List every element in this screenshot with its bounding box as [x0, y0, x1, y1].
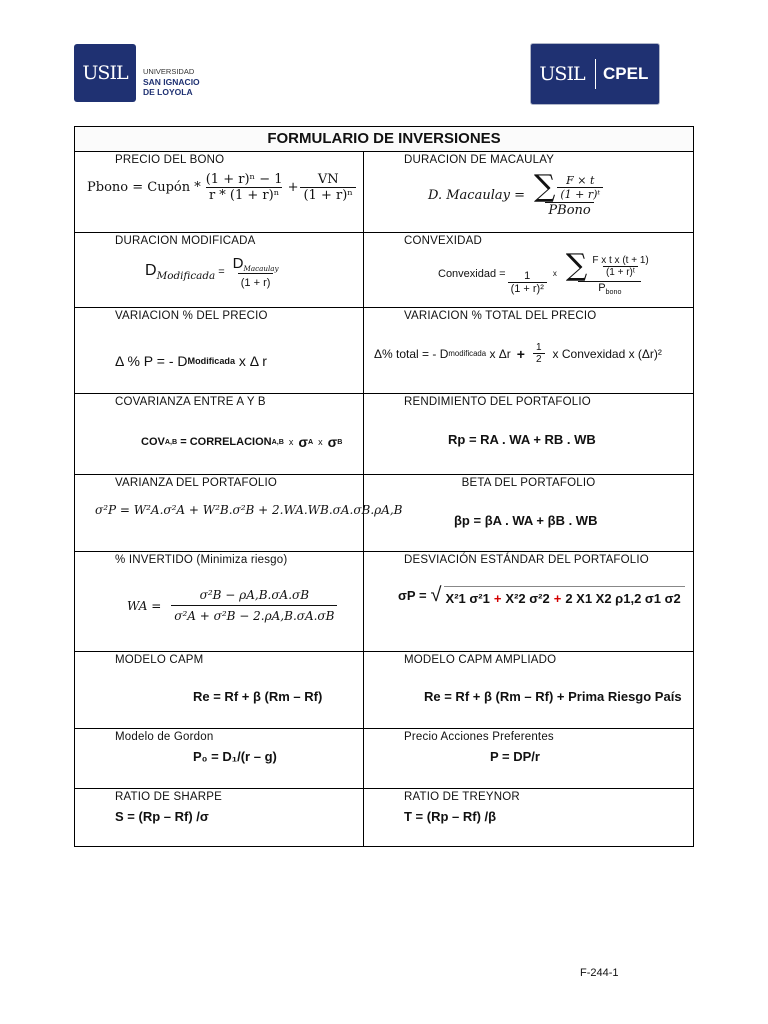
- usil-logo-text: [143, 67, 200, 97]
- convexidad-inner-den: (1 + r)ᵗ: [603, 266, 638, 278]
- cell-var-total: [364, 308, 694, 394]
- cell-var-precio: [75, 308, 364, 394]
- cell-treynor: [364, 789, 694, 847]
- desviacion-root: √: [430, 584, 442, 606]
- cpel-logo-mark: USIL: [539, 63, 585, 85]
- formula-var-precio: [115, 353, 267, 369]
- label-treynor: RATIO DE TREYNOR: [404, 791, 520, 803]
- modificada-lhs-sub: Modificada: [156, 270, 216, 283]
- cell-precio-bono: [75, 152, 364, 233]
- var-precio-sub: Modificada: [187, 356, 236, 366]
- usil-line-3: DE LOYOLA: [143, 87, 193, 97]
- covarianza-s1: σ: [298, 434, 308, 450]
- convexidad-den1: (1 + r)²: [508, 282, 547, 295]
- label-var-precio: VARIACION % DEL PRECIO: [115, 310, 268, 322]
- label-macaulay: DURACION DE MACAULAY: [404, 154, 555, 166]
- macaulay-sigma: ∑: [533, 169, 556, 204]
- label-covarianza: COVARIANZA ENTRE A Y B: [115, 396, 266, 408]
- convexidad-lhs: Convexidad =: [438, 267, 506, 280]
- covarianza-x2: x: [318, 437, 323, 447]
- label-capm-ampliado: MODELO CAPM AMPLIADO: [404, 654, 557, 666]
- formula-desviacion: [398, 584, 685, 607]
- formula-table: [74, 126, 694, 847]
- precio-bono-lhs: Pbono = Cupón *: [87, 180, 201, 195]
- var-precio-a: Δ % P = - D: [115, 353, 188, 369]
- cell-convexidad: [364, 233, 694, 308]
- formula-modificada: [145, 255, 284, 289]
- precio-bono-den2: (1 + r)ⁿ: [300, 187, 355, 203]
- formula-preferentes: P = DP/r: [490, 749, 540, 764]
- covarianza-sub-ab: A,B: [164, 438, 178, 446]
- label-convexidad: CONVEXIDAD: [404, 235, 483, 247]
- var-total-plus: +: [516, 345, 525, 362]
- var-total-a: Δ% total = - D: [374, 346, 449, 361]
- usil-logo-mark: USIL: [74, 44, 136, 102]
- modificada-eq: =: [218, 266, 225, 279]
- cpel-logo: [530, 43, 660, 105]
- modificada-lhs: D: [145, 262, 157, 279]
- form-code: F-244-1: [580, 967, 619, 979]
- macaulay-den: PBono: [545, 202, 593, 218]
- modificada-num: D: [232, 255, 244, 272]
- cell-capm-ampliado: [364, 652, 694, 729]
- cell-desviacion: [364, 552, 694, 652]
- macaulay-inner-den: (1 + r)ᵗ: [557, 187, 603, 201]
- covarianza-s2-sub: B: [337, 438, 343, 446]
- cell-beta: [364, 475, 694, 552]
- convexidad-den-p: P: [598, 282, 606, 294]
- cell-invertido: [75, 552, 364, 652]
- precio-bono-plus: +: [287, 180, 299, 195]
- formula-invertido: [127, 588, 339, 623]
- cell-rendimiento: [364, 394, 694, 475]
- desviacion-d: 2 X1 X2 ρ1,2 σ1 σ2: [565, 590, 681, 606]
- label-sharpe: RATIO DE SHARPE: [115, 791, 222, 803]
- usil-line-1: UNIVERSIDAD: [143, 67, 195, 76]
- desviacion-c: X²2 σ²2: [505, 590, 550, 606]
- formula-gordon: P₀ = D₁/(r – g): [193, 749, 277, 764]
- convexidad-sigma: ∑: [565, 248, 588, 283]
- var-total-b: x Δr: [489, 346, 511, 361]
- desviacion-a: σP =: [398, 588, 427, 603]
- usil-line-2: SAN IGNACIO: [143, 77, 200, 87]
- label-var-total: VARIACION % TOTAL DEL PRECIO: [404, 310, 597, 322]
- covarianza-s1-sub: A: [307, 438, 314, 446]
- modificada-den: (1 + r): [238, 273, 274, 289]
- desviacion-plus2: +: [553, 590, 562, 606]
- formula-covarianza: [141, 434, 342, 450]
- formula-capm: Re = Rf + β (Rm – Rf): [193, 689, 323, 704]
- cell-gordon: [75, 729, 364, 789]
- covarianza-x1: x: [288, 437, 294, 447]
- convexidad-den-p-sub: bono: [605, 288, 622, 297]
- covarianza-a: COV: [141, 436, 165, 448]
- formula-rendimiento: Rp = RA . WA + RB . WB: [448, 432, 596, 447]
- label-varianza: VARIANZA DEL PORTAFOLIO: [115, 477, 278, 489]
- formula-varianza: σ²P = W²A.σ²A + W²B.σ²B + 2.WA.WB.σA.σB.ρA,B: [95, 503, 403, 517]
- var-total-sub: modificada: [448, 349, 487, 358]
- formula-var-total: [374, 342, 662, 365]
- cpel-logo-text: CPEL: [603, 64, 649, 83]
- label-desviacion: DESVIACIÓN ESTÁNDAR DEL PORTAFOLIO: [404, 554, 649, 566]
- precio-bono-den1: r * (1 + r)ⁿ: [206, 187, 282, 203]
- macaulay-inner-num: F × t: [566, 173, 595, 187]
- cell-sharpe: [75, 789, 364, 847]
- invertido-num: σ²B − ρA,B.σA.σB: [199, 588, 310, 602]
- formula-capm-ampliado: Re = Rf + β (Rm – Rf) + Prima Riesgo País: [424, 689, 682, 704]
- label-precio-bono: PRECIO DEL BONO: [115, 154, 225, 166]
- var-total-den: 2: [533, 353, 545, 365]
- precio-bono-num1: (1 + r)ⁿ − 1: [205, 172, 283, 187]
- label-capm: MODELO CAPM: [115, 654, 204, 666]
- cell-covarianza: [75, 394, 364, 475]
- cell-capm: [75, 652, 364, 729]
- covarianza-sub-ab2: A,B: [271, 438, 284, 446]
- precio-bono-num2: VN: [317, 172, 339, 187]
- label-gordon: Modelo de Gordon: [115, 731, 214, 743]
- label-invertido: % INVERTIDO (Minimiza riesgo): [115, 554, 288, 566]
- modificada-num-sub: Macaulay: [243, 264, 279, 274]
- formula-treynor: T = (Rp – Rf) /β: [404, 809, 497, 824]
- var-total-num: 1: [535, 342, 542, 353]
- formula-precio-bono: [87, 172, 358, 203]
- cell-modificada: [75, 233, 364, 308]
- covarianza-b: = CORRELACION: [180, 436, 272, 448]
- label-modificada: DURACION MODIFICADA: [115, 235, 256, 247]
- invertido-den: σ²A + σ²B − 2.ρA,B.σA.σB: [171, 605, 337, 623]
- covarianza-s2: σ: [327, 434, 338, 450]
- convexidad-inner-num: F x t x (t + 1): [592, 254, 649, 266]
- formula-beta: βp = βA . WA + βB . WB: [454, 513, 598, 528]
- cell-macaulay: [364, 152, 694, 233]
- table-title: FORMULARIO DE INVERSIONES: [75, 127, 694, 152]
- var-precio-b: x Δ r: [238, 353, 267, 369]
- cell-varianza: [75, 475, 403, 552]
- macaulay-lhs: D. Macaulay =: [428, 187, 525, 203]
- convexidad-times: x: [552, 269, 557, 279]
- invertido-lhs: WA =: [127, 598, 162, 613]
- desviacion-b: X²1 σ²1: [445, 590, 490, 606]
- formula-macaulay: [428, 169, 610, 218]
- formula-convexidad: [438, 248, 659, 297]
- formula-sharpe: S = (Rp – Rf) /σ: [115, 809, 209, 824]
- desviacion-plus1: +: [493, 590, 502, 606]
- label-preferentes: Precio Acciones Preferentes: [404, 731, 554, 743]
- convexidad-num1: 1: [524, 270, 531, 283]
- cell-preferentes: [364, 729, 694, 789]
- var-total-c: x Convexidad x (Δr)²: [552, 346, 662, 361]
- label-beta: BETA DEL PORTAFOLIO: [461, 477, 596, 489]
- label-rendimiento: RENDIMIENTO DEL PORTAFOLIO: [404, 396, 591, 408]
- usil-logo: [74, 44, 224, 104]
